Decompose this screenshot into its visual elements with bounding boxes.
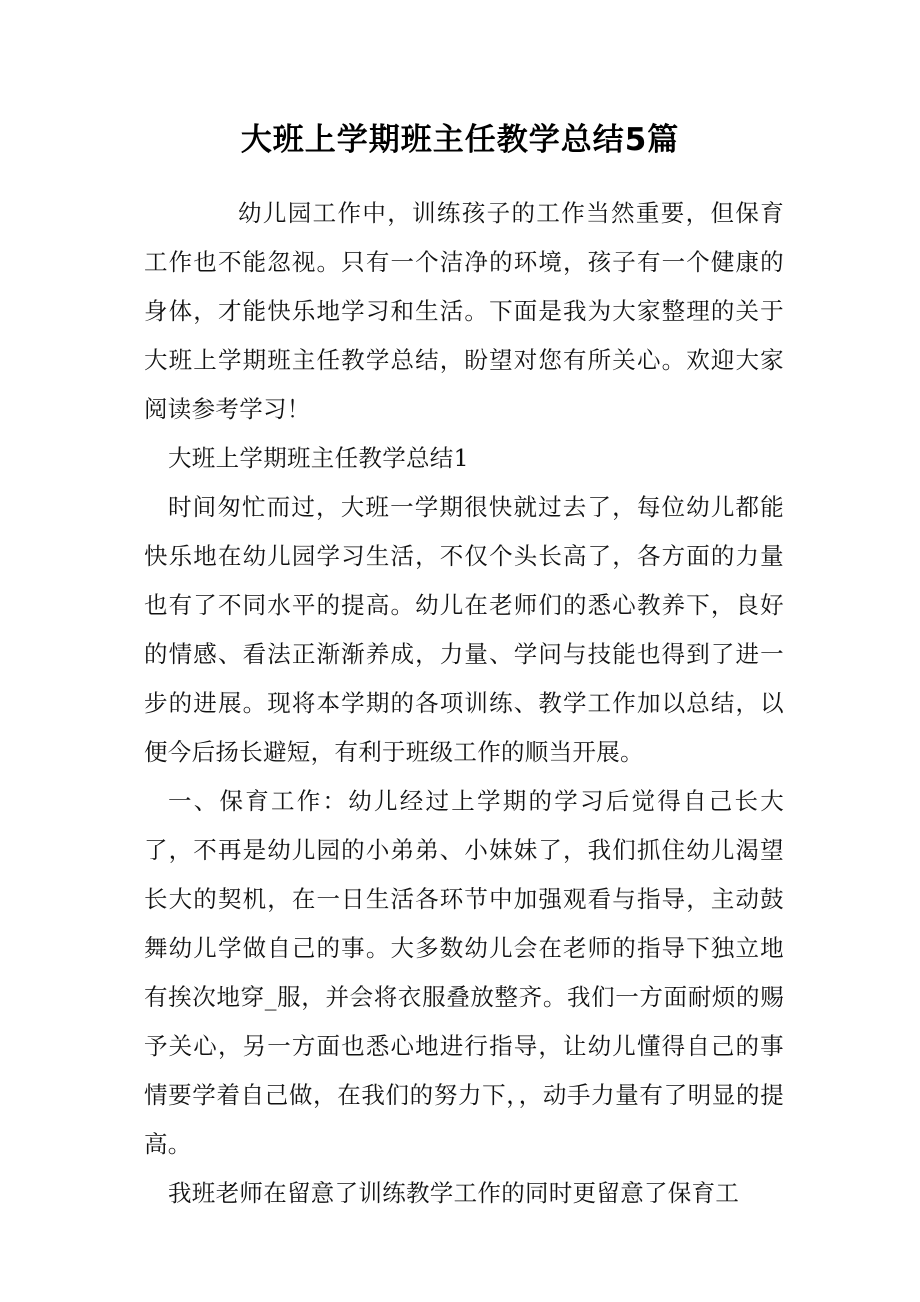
body-paragraph: 我班老师在留意了训练教学工作的同时更留意了保育工 xyxy=(168,1179,740,1207)
body-paragraph: 时间匆忙而过，大班一学期很快就过去了，每位幼儿都能快乐地在幼儿园学习生活，不仅个头长高了，各方面的力量也有了不同水平的提高。幼儿在老师们的悉心教养下，良好的情感、看法正渐渐养成，力量、学问与技能也得到了进一步的进展。现将本学期的各项训练、教学工作加以总结，以便今后扬长避短，有利于班级工作的顺当开展。 xyxy=(144,493,784,766)
body-paragraph: 一、保育工作：幼儿经过上学期的学习后觉得自己长大了，不再是幼儿园的小弟弟、小妹妹了，我们抓住幼儿渴望长大的契机，在一日生活各环节中加强观看与指导，主动鼓舞幼儿学做自己的事。大多数幼儿会在老师的指导下独立地有挨次地穿_服，并会将衣服叠放整齐。我们一方面耐烦的赐予关心，另一方面也悉心地进行指导，让幼儿懂得自己的事情要学着自己做，在我们的努力下，，动手力量有了明显的提高。 xyxy=(144,787,784,1158)
document-body xyxy=(144,189,784,1218)
intro-paragraph: 幼儿园工作中，训练孩子的工作当然重要，但保育工作也不能忽视。只有一个洁净的环境，孩子有一个健康的身体，才能快乐地学习和生活。下面是我为大家整理的关于大班上学期班主任教学总结，盼望对您有所关心。欢迎大家阅读参考学习！ xyxy=(144,199,784,423)
document-title: 大班上学期班主任教学总结5篇 xyxy=(240,122,680,158)
section-heading: 大班上学期班主任教学总结1 xyxy=(168,444,469,472)
